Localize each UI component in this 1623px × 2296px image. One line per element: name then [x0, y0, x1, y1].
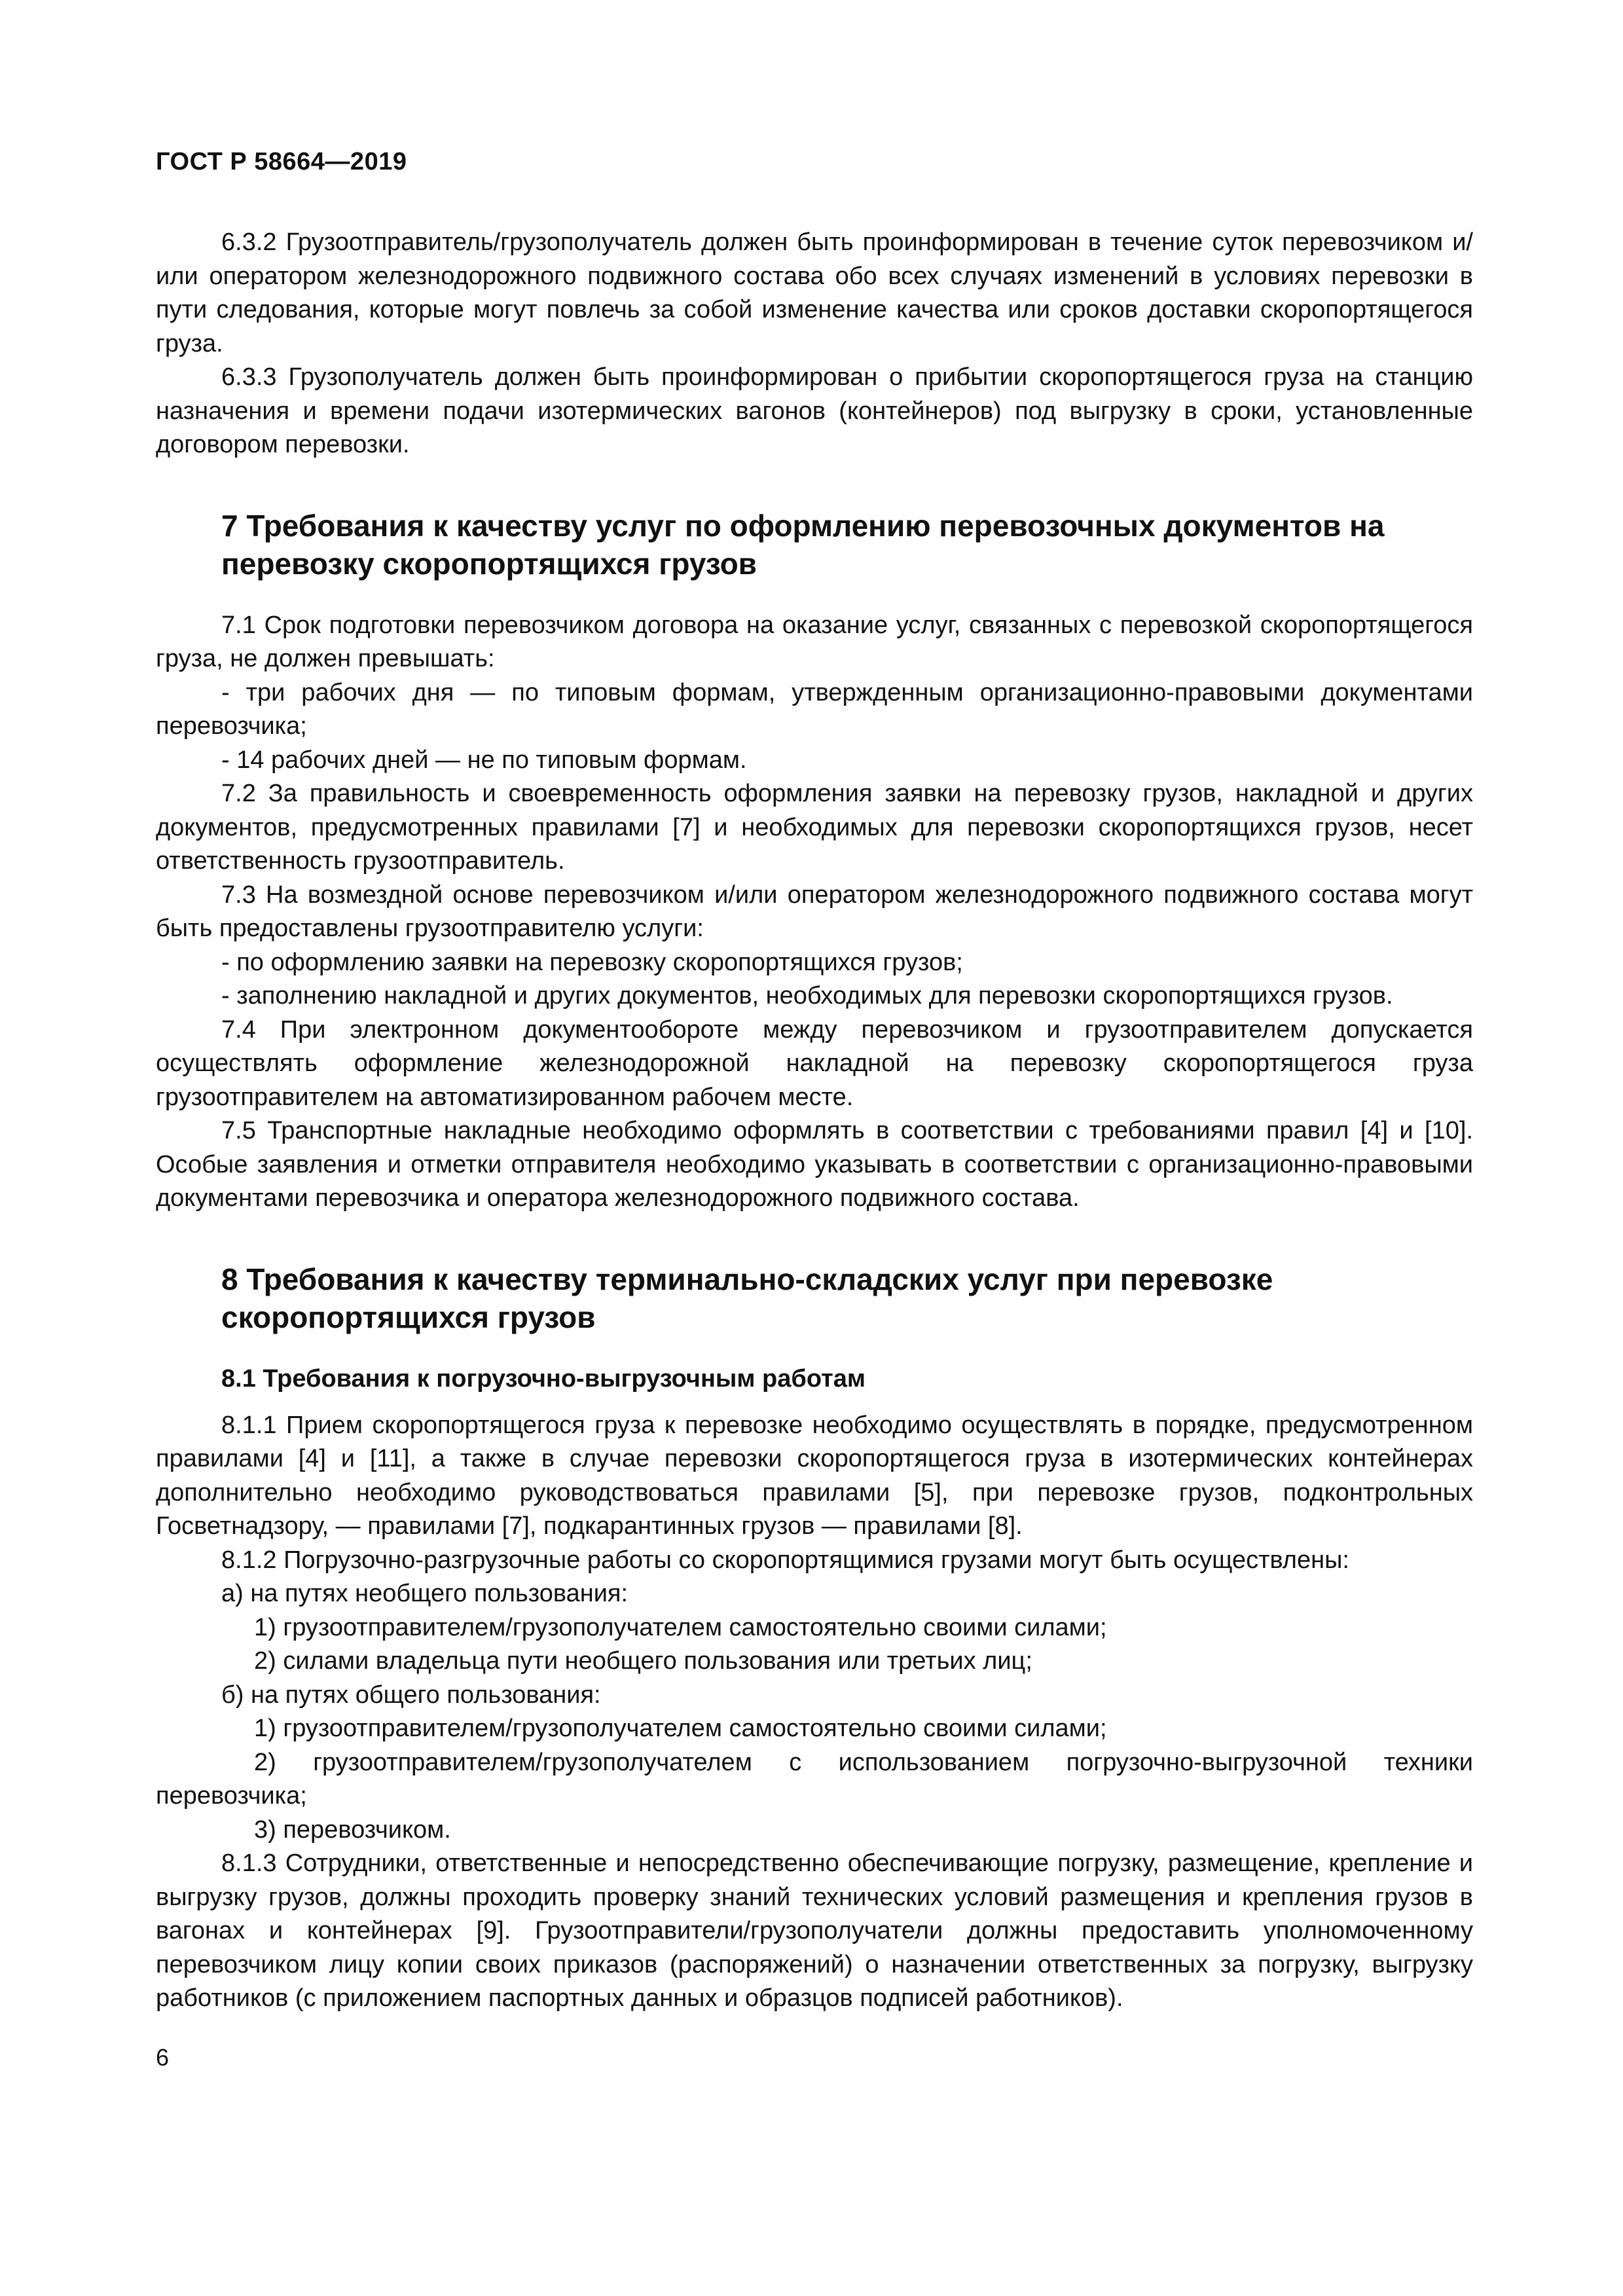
list-item-7-3-b: - заполнению накладной и других документов, необходимых для перевозки скоропортящихся грузов.: [221, 982, 1393, 1010]
subsection-8-1-heading: 8.1 Требования к погрузочно-выгрузочным работам: [221, 1364, 866, 1393]
paragraph-7-2: 7.2 За правильность и своевременность оформления заявки на перевозку грузов, накладной и других документов, предусмотренных правилами [7] и необходимых для перевозки скоропортящихся грузов, несет ответственность грузоотправитель.: [156, 780, 1473, 875]
list-item-7-3-a: - по оформлению заявки на перевозку скоропортящихся грузов;: [221, 948, 963, 976]
list-item-8-1-2-b: б) на путях общего пользования:: [221, 1681, 601, 1709]
list-item-8-1-2-a: а) на путях необщего пользования:: [221, 1580, 629, 1607]
paragraph-8-1-2: 8.1.2 Погрузочно-разгрузочные работы со скоропортящимися грузами могут быть осуществлены:: [221, 1546, 1349, 1574]
list-item-8-1-2-b-3: 3) перевозчиком.: [254, 1815, 451, 1844]
list-item-8-1-2-b-2: 2) грузоотправителем/грузополучателем с использованием погрузочно-выгрузочной техники перевозчика;: [156, 1748, 1473, 1810]
section-8-heading: 8 Требования к качеству терминально-складских услуг при перевозке скоропортящихся грузов: [221, 1262, 1273, 1334]
list-item-8-1-2-b-1: 1) грузоотправителем/грузополучателем самостоятельно своими силами;: [254, 1715, 1107, 1742]
section-7-heading: 7 Требования к качеству услуг по оформлению перевозочных документов на перевозку скоропортящихся грузов: [221, 508, 1385, 581]
paragraph-6-3-3: 6.3.3 Грузополучатель должен быть проинформирован о прибытии скоропортящегося груза на станцию назначения и времени подачи изотермических вагонов (контейнеров) под выгрузку в сроки, установленные договором перевозки.: [156, 363, 1473, 458]
paragraph-7-1: 7.1 Срок подготовки перевозчиком договора на оказание услуг, связанных с перевозкой скоропортящегося груза, не должен превышать:: [156, 611, 1473, 672]
list-item-7-1-a: - три рабочих дня — по типовым формам, утвержденным организационно-правовыми документами перевозчика;: [156, 678, 1473, 740]
list-item-8-1-2-a-2: 2) силами владельца пути необщего пользования или третьих лиц;: [254, 1647, 1032, 1675]
list-item-8-1-2-a-1: 1) грузоотправителем/грузополучателем самостоятельно своими силами;: [254, 1613, 1107, 1641]
document-body: [156, 226, 1473, 2016]
paragraph-7-4: 7.4 При электронном документообороте между перевозчиком и грузоотправителем допускается осуществлять оформление железнодорожной накладной на перевозку скоропортящегося груза грузоотправителем на автоматизированном рабочем месте.: [156, 1015, 1473, 1111]
page-number: 6: [156, 2044, 170, 2071]
paragraph-8-1-1: 8.1.1 Прием скоропортящегося груза к перевозке необходимо осуществлять в порядке, предусмотренном правилами [4] и [11], а также в случае перевозки скоропортящегося груза в изотермических контейнерах дополнительно необходимо руководствоваться правилами [5], при перевозке грузов, подконтрольных Госветнадзору, — правилами [7], подкарантинных грузов — правилами [8].: [156, 1411, 1473, 1540]
list-item-7-1-b: - 14 рабочих дней — не по типовым формам.: [221, 746, 747, 774]
paragraph-6-3-2: 6.3.2 Грузоотправитель/грузополучатель должен быть проинформирован в течение суток перевозчиком и/или оператором железнодорожного подвижного состава обо всех случаях изменений в условиях перевозки в пути следования, которые могут повлечь за собой изменение качества или сроков доставки скоропортящегося груза.: [156, 228, 1473, 357]
paragraph-7-5: 7.5 Транспортные накладные необходимо оформлять в соответствии с требованиями правил [4] и [10]. Особые заявления и отметки отправителя необходимо указывать в соответствии с организационно-правовыми документами перевозчика и оператора железнодорожного подвижного состава.: [156, 1117, 1473, 1212]
paragraph-7-3: 7.3 На возмездной основе перевозчиком и/или оператором железнодорожного подвижного состава могут быть предоставлены грузоотправителю услуги:: [156, 881, 1473, 942]
document-header-title: ГОСТ Р 58664—2019: [156, 148, 407, 175]
paragraph-8-1-3: 8.1.3 Сотрудники, ответственные и непосредственно обеспечивающие погрузку, размещение, крепление и выгрузку грузов, должны проходить проверку знаний технических условий размещения и крепления грузов в вагонах и контейнерах [9]. Грузоотправители/грузополучатели должны предоставить уполномоченному перевозчиком лицу копии своих приказов (распоряжений) о назначении ответственных за погрузку, выгрузку работников (с приложением паспортных данных и образцов подписей работников).: [156, 1850, 1473, 2012]
